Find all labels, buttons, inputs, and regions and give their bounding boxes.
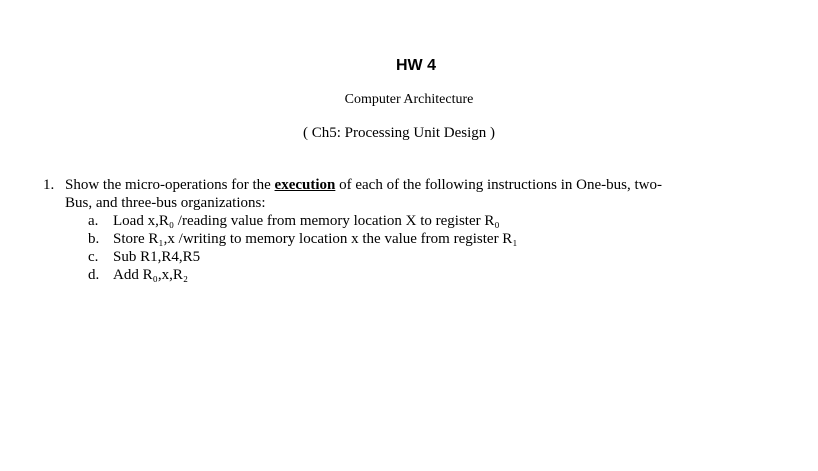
list-item [88, 248, 763, 266]
item-text: Add R₀,x,R₂ [113, 267, 189, 283]
list-item [88, 230, 763, 248]
item-letter: a. [88, 213, 99, 229]
document-title: HW 4 [396, 57, 436, 74]
question-continuation: Bus, and three-bus organizations: [65, 195, 266, 211]
item-text: Load x,R₀ /reading value from memory location X to register R₀ [113, 213, 500, 229]
chapter-heading: ( Ch5: Processing Unit Design ) [302, 125, 496, 141]
item-text: Sub R1,R4,R5 [113, 249, 201, 265]
course-name: Computer Architecture [344, 92, 474, 107]
item-text: Store R₁,x /writing to memory location x the value from register R₁ [113, 231, 518, 247]
item-letter: d. [88, 267, 100, 283]
question-emphasis: execution [274, 177, 336, 193]
question-1 [43, 176, 763, 284]
item-letter: b. [88, 231, 100, 247]
question-number: 1. [43, 177, 55, 193]
list-item [88, 212, 763, 230]
question-text-after: of each of the following instructions in One-bus, two- [335, 177, 662, 193]
item-letter: c. [88, 249, 99, 265]
list-item [88, 266, 763, 284]
instruction-list [43, 212, 763, 284]
question-text-before: Show the micro-operations for the [65, 177, 275, 193]
question-first-line [43, 176, 763, 194]
